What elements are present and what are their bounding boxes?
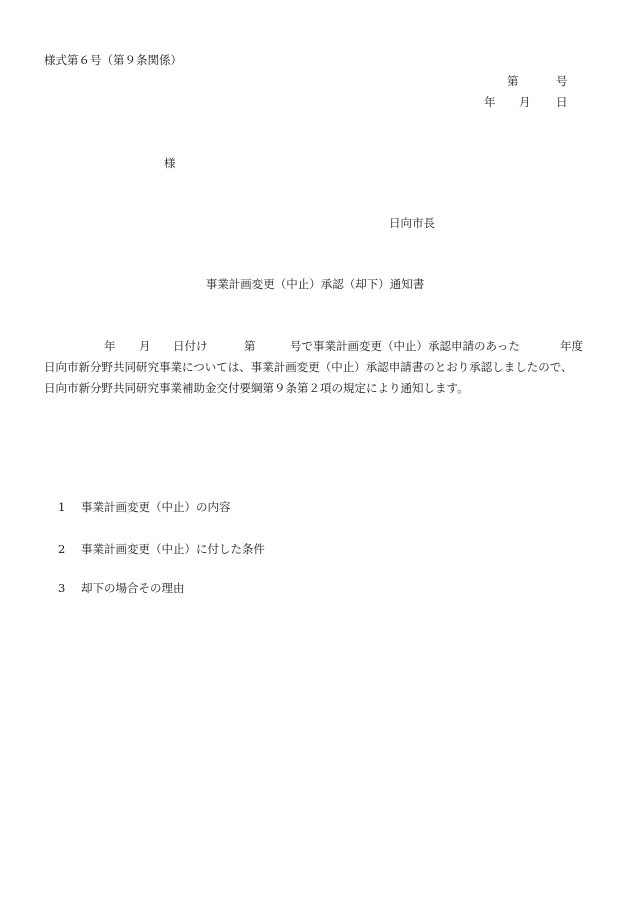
body-line-3: 日向市新分野共同研究事業補助金交付要綱第９条第２項の規定により通知します。 [44, 381, 469, 395]
body-line-2: 日向市新分野共同研究事業については、事業計画変更（中止）承認申請書のとおり承認しましたので、 [44, 360, 573, 374]
body-month: 月 [139, 339, 151, 353]
document-title: 事業計画変更（中止）承認（却下）通知書 [205, 277, 425, 291]
item-number: 3 [58, 581, 66, 595]
body-number-label: 第 [244, 339, 256, 353]
sender-name: 日向市長 [389, 216, 435, 230]
body-request-text: 号で事業計画変更（中止）承認申請のあった [290, 339, 520, 353]
date-month-label: 月 [519, 95, 531, 109]
body-date-suffix: 日付け [173, 339, 208, 353]
item-text: 事業計画変更（中止）に付した条件 [81, 542, 265, 556]
body-fiscal-year: 年度 [560, 339, 583, 353]
item-text: 事業計画変更（中止）の内容 [81, 500, 231, 514]
document-number-label: 第 [507, 74, 519, 88]
date-year-label: 年 [484, 95, 496, 109]
date-day-label: 日 [556, 95, 568, 109]
addressee-honorific: 様 [164, 156, 176, 170]
document-number-suffix: 号 [556, 74, 568, 88]
form-number: 様式第６号（第９条関係） [44, 53, 182, 67]
item-number: 2 [58, 542, 66, 556]
item-text: 却下の場合その理由 [81, 581, 185, 595]
body-year: 年 [104, 339, 116, 353]
item-number: 1 [58, 500, 66, 514]
